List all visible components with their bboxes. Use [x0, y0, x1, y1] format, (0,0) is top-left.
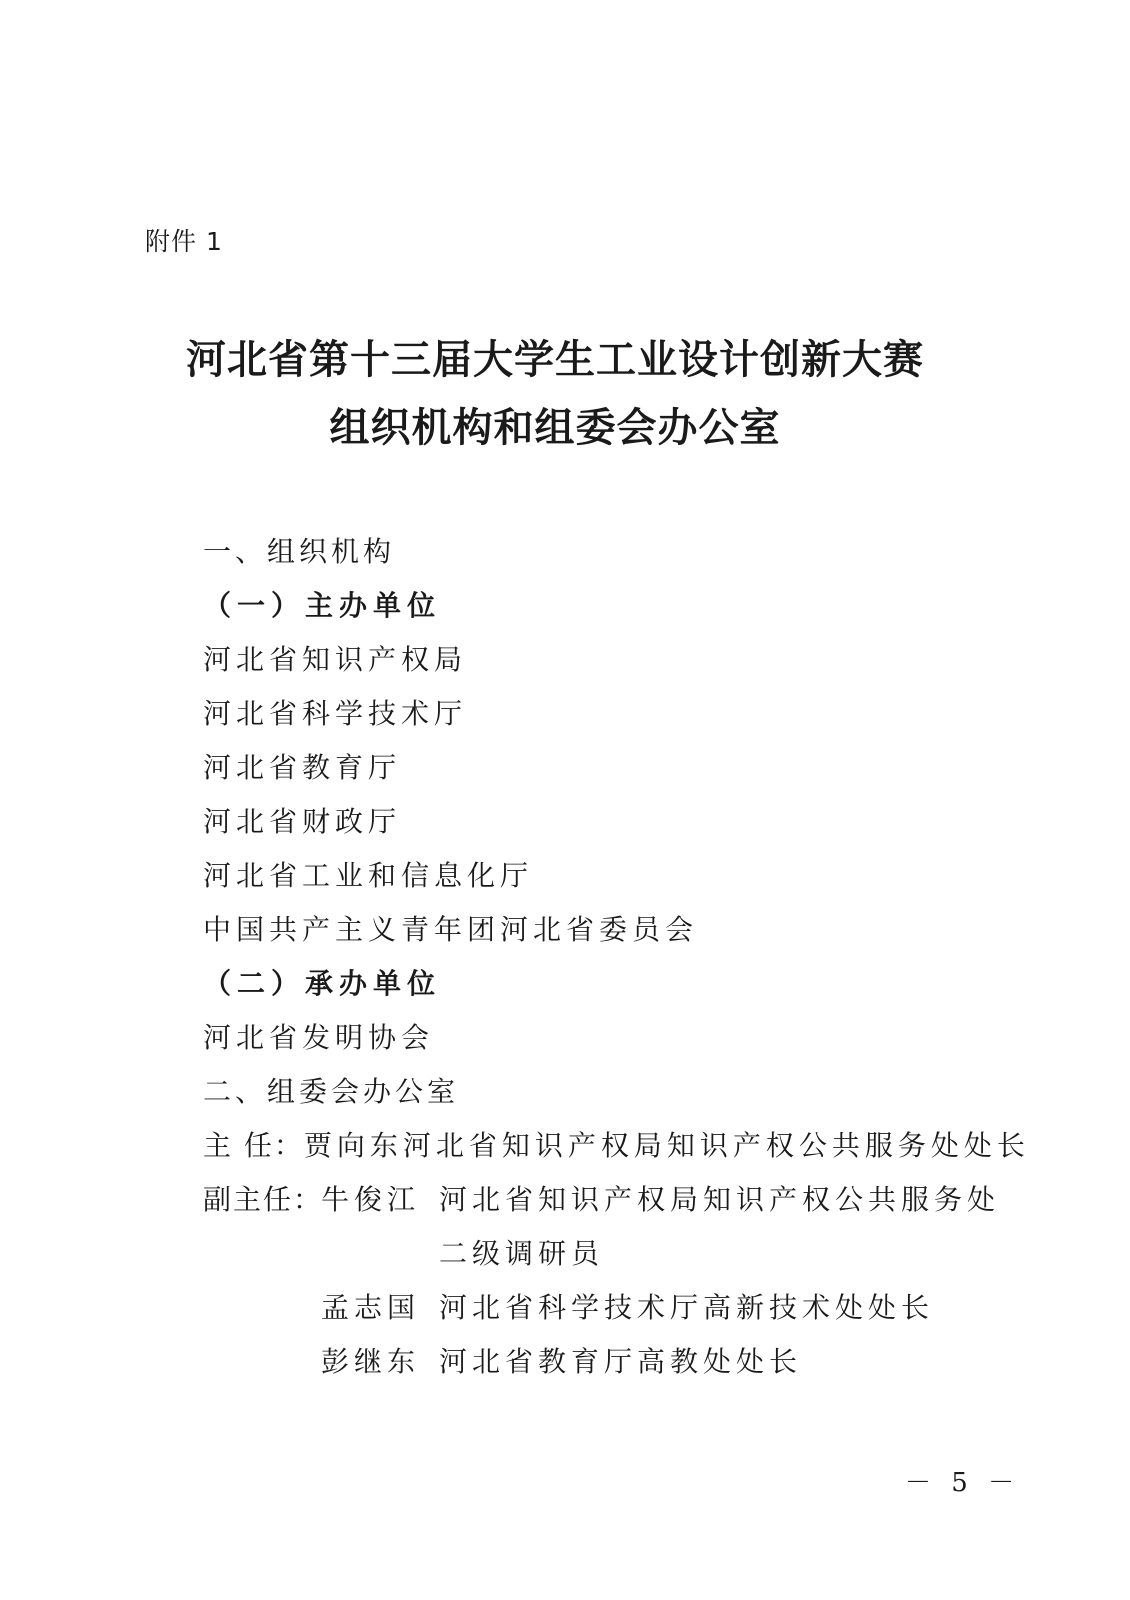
- member-role: [203, 1335, 321, 1389]
- organizer-item: 河北省工业和信息化厅: [203, 859, 534, 892]
- member-title: 河北省科学技术厅高新技术处处长: [439, 1291, 935, 1324]
- document-title-line-1: 河北省第十三届大学生工业设计创新大赛: [186, 336, 924, 383]
- member-role: [203, 1281, 321, 1335]
- member-role: 主 任：: [203, 1129, 304, 1162]
- section-heading-organization: 一、组织机构: [203, 535, 396, 568]
- member-name: 彭继东: [321, 1345, 421, 1378]
- member-title: 河北省教育厅高教处处长: [439, 1345, 803, 1378]
- page-number: － 5 －: [905, 1468, 1021, 1498]
- organizer-item: 河北省科学技术厅: [203, 697, 468, 730]
- sub-heading-organizers: （一）主办单位: [203, 589, 442, 622]
- committee-member: [203, 1335, 1003, 1389]
- member-title: 河北省知识产权局知识产权公共服务处处长: [402, 1129, 1030, 1162]
- organizer-item: 河北省财政厅: [203, 805, 402, 838]
- committee-member-continuation: [203, 1227, 1003, 1281]
- document-body: [203, 525, 1030, 1389]
- member-role: 副主任：: [203, 1183, 324, 1216]
- document-title-line-2: 组织机构和组委会办公室: [329, 404, 781, 451]
- organizer-item: 河北省知识产权局: [203, 643, 468, 676]
- host-item: 河北省发明协会: [203, 1021, 435, 1054]
- organizer-item: 中国共产主义青年团河北省委员会: [203, 913, 699, 946]
- member-title-continuation: 二级调研员: [439, 1237, 605, 1270]
- member-name: 孟志国: [321, 1291, 421, 1324]
- member-name: 贾向东: [303, 1129, 403, 1162]
- member-name: 牛俊江: [321, 1183, 421, 1216]
- committee-member: [203, 1281, 1003, 1335]
- attachment-label: 附件 1: [145, 227, 223, 256]
- committee-member: [203, 1173, 1003, 1227]
- organizer-item: 河北省教育厅: [203, 751, 402, 784]
- committee-member: [203, 1119, 1030, 1173]
- sub-heading-hosts: （二）承办单位: [203, 967, 442, 1000]
- member-title: 河北省知识产权局知识产权公共服务处: [439, 1183, 1001, 1216]
- section-heading-committee-office: 二、组委会办公室: [203, 1075, 460, 1108]
